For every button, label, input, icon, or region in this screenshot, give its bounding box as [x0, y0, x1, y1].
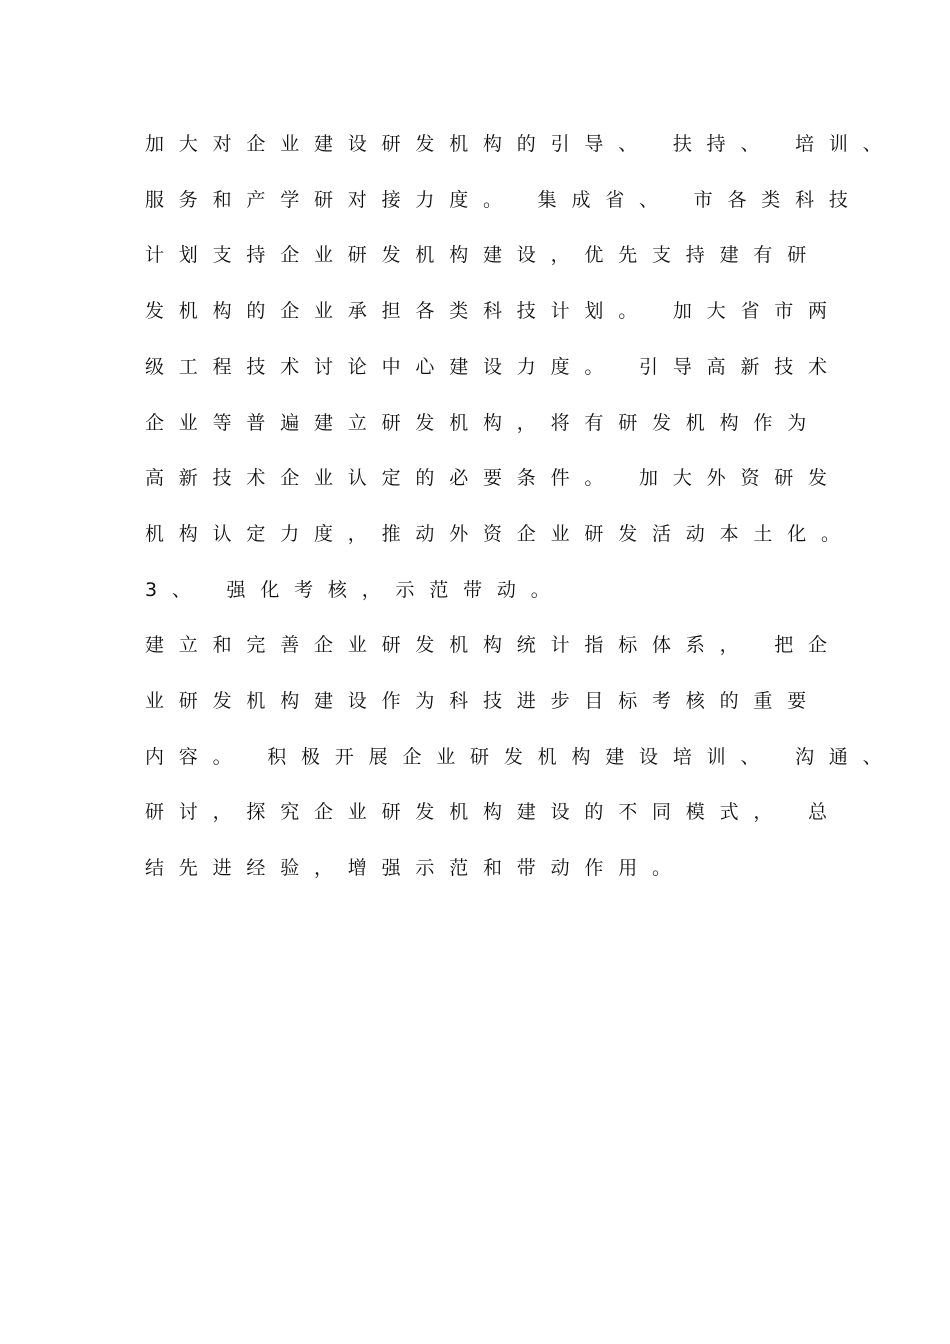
paragraph-line-13: 结先进经验，增强示范和带动作用。	[145, 857, 686, 879]
paragraph-line-8: 机构认定力度，推动外资企业研发活动本土化。	[145, 523, 855, 545]
paragraph-line-2: 服务和产学研对接力度。 集成省、 市各类科技	[145, 189, 863, 211]
paragraph-line-4: 发机构的企业承担各类科技计划。 加大省市两	[145, 300, 842, 322]
paragraph-line-1: 加大对企业建设研发机构的引导、 扶持、 培训、	[145, 133, 897, 155]
paragraph-line-12: 研讨，探究企业研发机构建设的不同模式， 总	[145, 801, 842, 823]
paragraph-line-5: 级工程技术讨论中心建设力度。 引导高新技术	[145, 356, 842, 378]
paragraph-line-9: 建立和完善企业研发机构统计指标体系， 把企	[145, 634, 842, 656]
section-heading: 3、 强化考核，示范带动。	[145, 579, 565, 601]
paragraph-line-10: 业研发机构建设作为科技进步目标考核的重要	[145, 690, 822, 712]
paragraph-line-3: 计划支持企业研发机构建设，优先支持建有研	[145, 244, 822, 266]
paragraph-line-11: 内容。 积极开展企业研发机构建设培训、 沟通、	[145, 746, 897, 768]
paragraph-line-7: 高新技术企业认定的必要条件。 加大外资研发	[145, 467, 842, 489]
paragraph-line-6: 企业等普遍建立研发机构，将有研发机构作为	[145, 412, 822, 434]
